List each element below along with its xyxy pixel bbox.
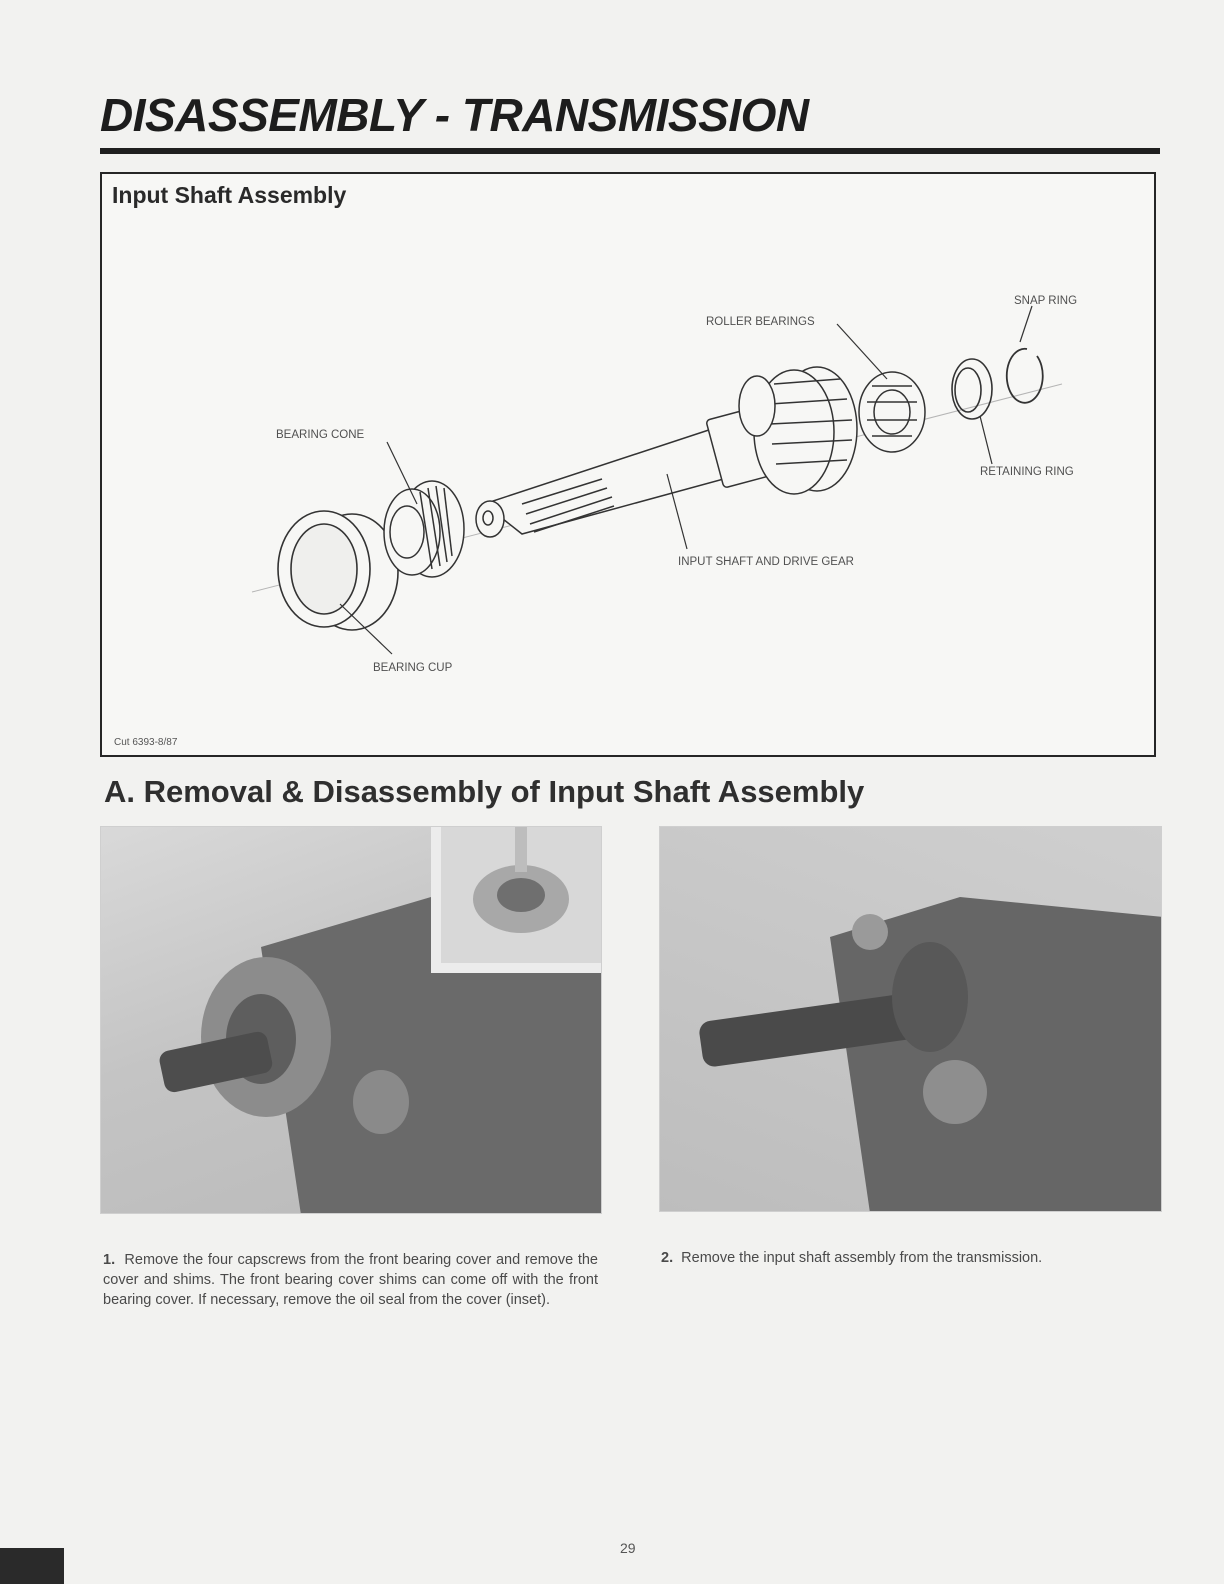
page-number: 29: [620, 1540, 636, 1556]
section-heading: A. Removal & Disassembly of Input Shaft Assembly: [104, 774, 865, 809]
roller-bearings-part: [859, 372, 925, 452]
exploded-diagram: [102, 174, 1154, 755]
photo-input-shaft-removal: [659, 826, 1162, 1212]
snap-ring-part: [1007, 349, 1043, 403]
input-shaft-part: [476, 406, 777, 537]
callout-bearing-cone: BEARING CONE: [276, 429, 365, 441]
callout-input-shaft: INPUT SHAFT AND DRIVE GEAR: [678, 556, 854, 568]
instruction-step-1: [103, 1250, 598, 1310]
figure-box: [100, 172, 1156, 757]
callout-retaining-ring: RETAINING RING: [980, 466, 1074, 478]
bearing-cup-part: [278, 511, 398, 630]
page-title: DISASSEMBLY - TRANSMISSION: [100, 89, 809, 141]
photo-inset-oil-seal: [431, 827, 602, 973]
photo-2-illustration: [660, 827, 1162, 1212]
callout-snap-ring: SNAP RING: [1014, 295, 1078, 307]
step-2-text: Remove the input shaft assembly from the transmission.: [681, 1250, 1043, 1266]
step-1-number: 1.: [103, 1252, 116, 1268]
instruction-step-2: [661, 1248, 1161, 1268]
retaining-ring-part: [952, 359, 992, 419]
step-1-text: Remove the four capscrews from the front bearing cover and remove the cover and shims. The front bearing cover shims can come off with the front bearing cover. If necessary, remove the oil seal from the cover (inset).: [103, 1252, 598, 1308]
callout-bearing-cup: BEARING CUP: [373, 662, 453, 674]
step-2-number: 2.: [661, 1250, 674, 1266]
cut-number: Cut 6393-8/87: [114, 737, 178, 748]
inset-illustration: [441, 827, 601, 953]
callout-roller-bearings: ROLLER BEARINGS: [706, 316, 815, 328]
scan-edge-mark: [0, 1548, 64, 1584]
title-rule: [100, 148, 1160, 154]
photo-front-bearing-cover: [100, 826, 602, 1214]
bearing-cone-part: [384, 481, 464, 577]
figure-title: Input Shaft Assembly: [112, 182, 347, 208]
